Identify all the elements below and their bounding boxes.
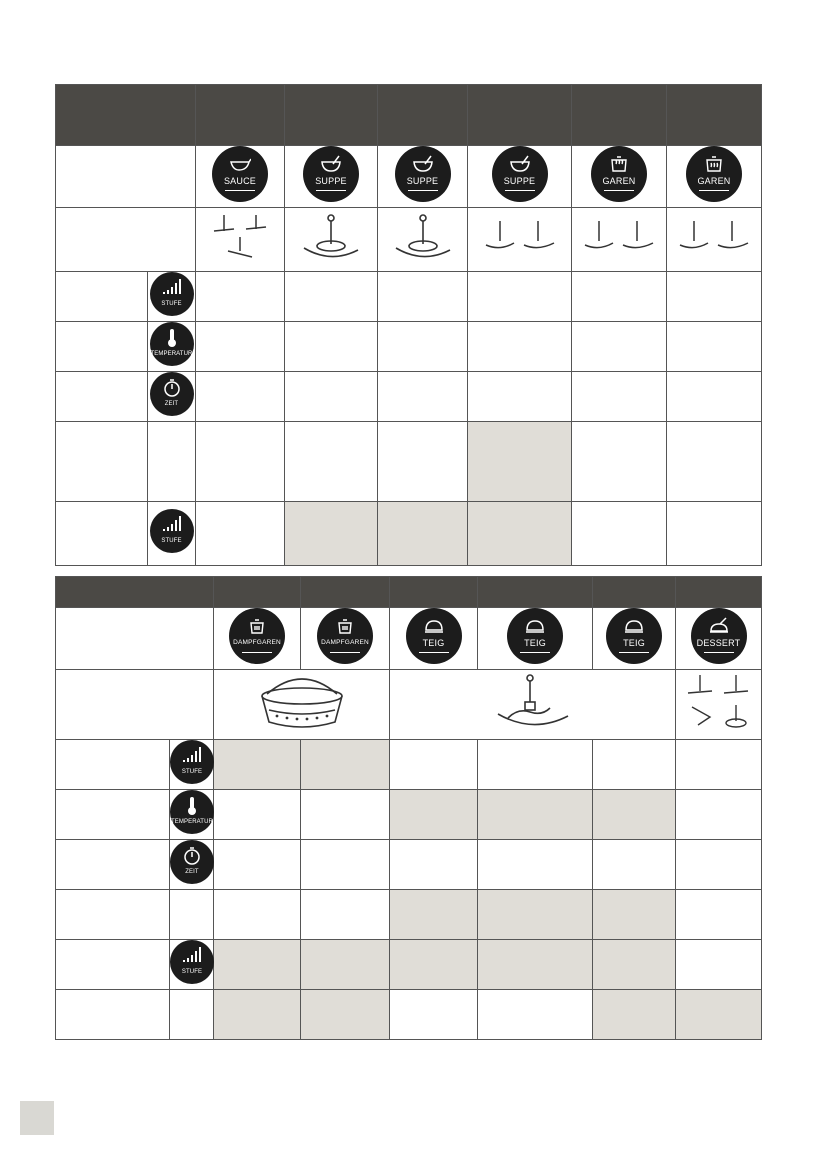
program-label: SUPPE — [315, 176, 347, 186]
thermometer-icon — [182, 796, 202, 816]
accessory-row — [56, 208, 762, 272]
inactive-cell — [468, 422, 572, 502]
speed-setting-icon: STUFE — [150, 509, 194, 553]
steam-pot-icon — [246, 616, 268, 636]
program-label: TEIG — [524, 638, 546, 648]
step2-row — [56, 890, 762, 940]
steam-basket-icon — [247, 670, 357, 734]
dough-program-icon — [507, 608, 563, 664]
time-row — [56, 840, 762, 890]
signal-bars-icon — [162, 278, 182, 296]
program-table-2 — [55, 576, 762, 1040]
temperature-setting-icon: TEMPERATUR — [170, 790, 214, 834]
program-icon-row — [56, 608, 762, 670]
inactive-cell — [214, 940, 301, 990]
bread-icon — [524, 616, 546, 636]
inactive-cell — [593, 790, 676, 840]
inactive-cell — [478, 790, 593, 840]
inactive-cell — [593, 940, 676, 990]
temperature-row — [56, 790, 762, 840]
steam-program-icon — [229, 608, 285, 664]
inactive-cell — [593, 890, 676, 940]
soup-bowl-icon — [320, 154, 342, 174]
program-icon-row — [56, 146, 762, 208]
soup-bowl-icon — [412, 154, 434, 174]
header-cell — [378, 85, 468, 146]
dough-program-icon — [406, 608, 462, 664]
inactive-cell — [676, 990, 762, 1040]
program-label: TEIG — [623, 638, 645, 648]
inactive-cell — [478, 940, 593, 990]
dough-hook-icon — [488, 672, 578, 732]
inactive-cell — [390, 790, 478, 840]
header-cell — [468, 85, 572, 146]
soup-bowl-icon — [509, 154, 531, 174]
header-row — [56, 577, 762, 608]
header-row — [56, 85, 762, 146]
program-label: TEIG — [422, 638, 445, 648]
double-blade-accessory-icon — [480, 217, 560, 257]
inactive-cell — [390, 940, 478, 990]
speed-row — [56, 272, 762, 322]
header-cell — [667, 85, 762, 146]
kneading-blade-icon — [296, 212, 366, 262]
signal-bars-icon — [182, 746, 202, 764]
inactive-cell — [214, 990, 301, 1040]
kneading-blade-icon — [388, 212, 458, 262]
double-blade-accessory-icon — [579, 217, 659, 257]
time-setting-icon: ZEIT — [170, 840, 214, 884]
step2-row — [56, 422, 762, 502]
timer-icon — [182, 846, 202, 866]
program-label: SAUCE — [223, 176, 256, 186]
speed-row — [56, 740, 762, 790]
inactive-cell — [468, 502, 572, 566]
inactive-cell — [478, 890, 593, 940]
program-label: GAREN — [697, 176, 731, 186]
cooking-pot-steam-icon — [703, 154, 725, 174]
program-label: DAMPFGAREN — [233, 639, 281, 646]
multi-blade-accessory-icon — [684, 671, 754, 733]
signal-bars-icon — [182, 946, 202, 964]
temperature-row — [56, 322, 762, 372]
time-row — [56, 372, 762, 422]
step3-row — [56, 990, 762, 1040]
signal-bars-icon — [162, 515, 182, 533]
inactive-cell — [390, 890, 478, 940]
soup-program-icon — [492, 146, 548, 202]
inactive-cell — [593, 990, 676, 1040]
steam-pot-icon — [334, 616, 356, 636]
inactive-cell — [378, 502, 468, 566]
inactive-cell — [301, 740, 390, 790]
thermometer-icon — [162, 328, 182, 348]
steam-program-icon — [317, 608, 373, 664]
temperature-setting-icon: TEMPERATUR — [150, 322, 194, 366]
speed-setting-icon: STUFE — [150, 272, 194, 316]
multi-blade-accessory-icon — [210, 211, 270, 263]
header-cell — [285, 85, 378, 146]
timer-icon — [162, 378, 182, 398]
accessory-row — [56, 670, 762, 740]
dessert-icon — [708, 616, 730, 636]
inactive-cell — [214, 740, 301, 790]
header-cell — [572, 85, 667, 146]
program-table-1 — [55, 84, 762, 566]
speed-setting-icon: STUFE — [170, 940, 214, 984]
page-number-box — [20, 1101, 54, 1135]
program-label: DESSERT — [696, 638, 741, 648]
step2-speed-row — [56, 502, 762, 566]
program-label: SUPPE — [406, 176, 439, 186]
double-blade-accessory-icon — [674, 217, 754, 257]
dough-program-icon — [606, 608, 662, 664]
cooking-program-icon — [591, 146, 647, 202]
speed-setting-icon: STUFE — [170, 740, 214, 784]
step2-speed-row — [56, 940, 762, 990]
inactive-cell — [301, 940, 390, 990]
time-setting-icon: ZEIT — [150, 372, 194, 416]
inactive-cell — [285, 502, 378, 566]
program-label: GAREN — [602, 176, 636, 186]
soup-program-icon — [395, 146, 451, 202]
cooking-program-icon — [686, 146, 742, 202]
bread-icon — [623, 616, 645, 636]
soup-program-icon — [303, 146, 359, 202]
header-cell-label — [56, 85, 196, 146]
cooking-pot-icon — [608, 154, 630, 174]
header-cell — [196, 85, 285, 146]
bread-icon — [423, 616, 445, 636]
sauce-program-icon — [212, 146, 268, 202]
sauce-boat-icon — [229, 154, 251, 174]
inactive-cell — [301, 990, 390, 1040]
program-label: DAMPFGAREN — [321, 639, 369, 646]
program-label: SUPPE — [503, 176, 536, 186]
dessert-program-icon — [691, 608, 747, 664]
